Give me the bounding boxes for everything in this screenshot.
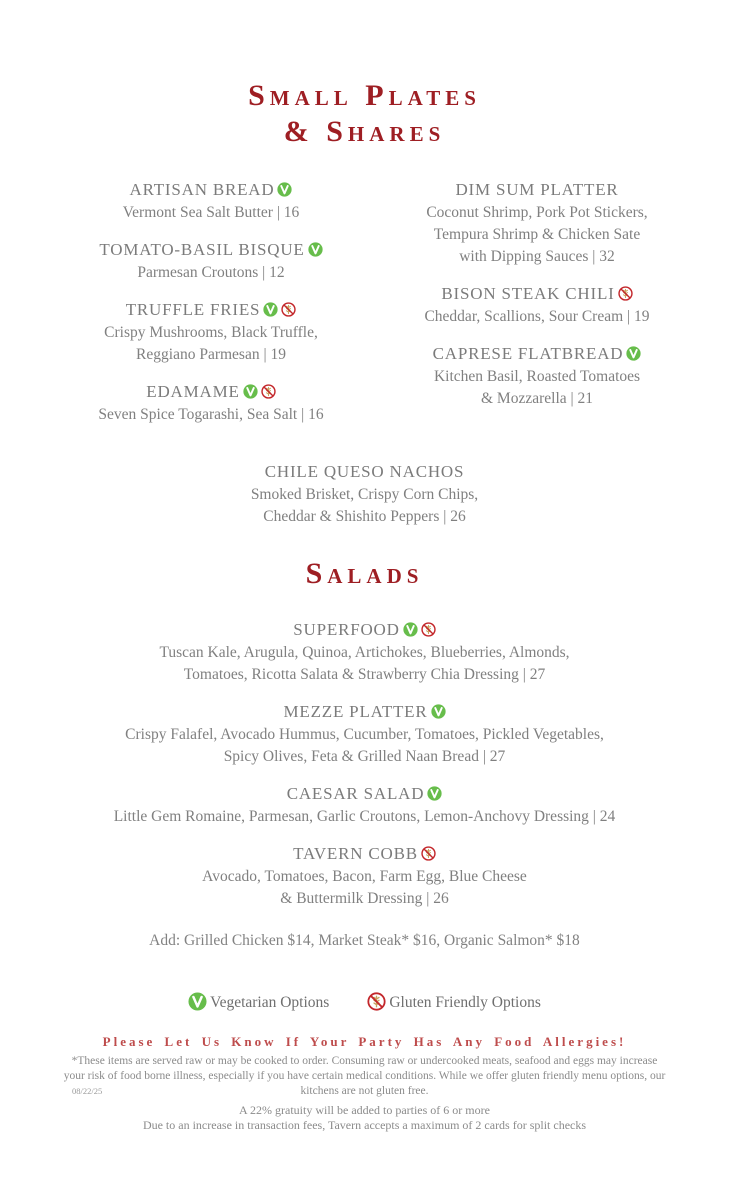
small-plates-columns	[0, 178, 729, 440]
legend-vegetarian-icon-slot	[188, 992, 210, 1012]
item-icons	[274, 178, 292, 202]
vegetarian-icon	[188, 992, 207, 1011]
item-name	[40, 298, 382, 322]
menu-item-truffle-fries	[40, 298, 382, 366]
vegetarian-icon	[277, 182, 292, 197]
small-plates-right-column	[382, 178, 692, 440]
item-description-line: Avocado, Tomatoes, Bacon, Farm Egg, Blue Cheese	[202, 868, 527, 885]
menu-item-dim-sum-platter	[382, 178, 692, 268]
item-description-line: Tempura Shrimp & Chicken Sate	[433, 226, 641, 243]
legend-item-gluten-friendly	[367, 992, 541, 1012]
vegetarian-icon	[263, 302, 278, 317]
item-name-text: BISON STEAK CHILI	[441, 284, 615, 303]
item-description-line: Kitchen Basil, Roasted Tomatoes	[433, 368, 641, 385]
item-icons	[424, 782, 442, 806]
gluten-friendly-icon	[281, 302, 296, 317]
item-description-line: & Mozzarella | 21	[481, 390, 593, 407]
item-name-text: TAVERN COBB	[293, 844, 418, 863]
item-name-text: DIM SUM PLATTER	[455, 180, 619, 199]
item-name	[0, 782, 729, 806]
vegetarian-icon	[626, 346, 641, 361]
gluten-friendly-icon	[421, 846, 436, 861]
item-name	[0, 700, 729, 724]
item-name-text: TOMATO-BASIL BISQUE	[99, 240, 305, 259]
item-name	[0, 618, 729, 642]
item-name	[40, 238, 382, 262]
item-icons	[305, 238, 323, 262]
item-description-line: & Buttermilk Dressing | 26	[280, 890, 449, 907]
disclaimer-text	[0, 1054, 729, 1099]
menu-item-caesar-salad	[0, 782, 729, 828]
small-plates-title-line2: & Shares	[283, 115, 446, 148]
menu-item-caprese-flatbread	[382, 342, 692, 410]
item-icons	[240, 380, 276, 404]
item-name	[382, 342, 692, 366]
gluten-friendly-icon	[367, 992, 386, 1011]
gluten-friendly-icon	[618, 286, 633, 301]
legend-label: Vegetarian Options	[210, 994, 330, 1011]
gluten-friendly-icon	[261, 384, 276, 399]
gratuity-note: A 22% gratuity will be added to parties of 6 or more	[239, 1103, 490, 1117]
legend-label: Gluten Friendly Options	[389, 994, 541, 1011]
vegetarian-icon	[427, 786, 442, 801]
vegetarian-icon	[243, 384, 258, 399]
small-plates-left-column	[40, 178, 382, 440]
item-description-line: Tomatoes, Ricotta Salata & Strawberry Chia Dressing | 27	[183, 666, 546, 683]
item-description-line: Spicy Olives, Feta & Grilled Naan Bread | 27	[223, 748, 506, 765]
menu-item-superfood	[0, 618, 729, 686]
allergy-notice: Please Let Us Know If Your Party Has Any Food Allergies!	[102, 1034, 627, 1049]
item-name	[0, 460, 729, 484]
legend-item-vegetarian	[188, 992, 329, 1012]
legend-gluten-icon-slot	[367, 992, 389, 1012]
item-icons	[260, 298, 296, 322]
small-plates-title	[0, 0, 729, 150]
item-description-line: Crispy Falafel, Avocado Hummus, Cucumber, Tomatoes, Pickled Vegetables,	[125, 726, 604, 743]
menu-item-tavern-cobb	[0, 842, 729, 910]
item-name-text: EDAMAME	[146, 382, 240, 401]
item-icons	[623, 342, 641, 366]
disclaimer-line: *These items are served raw or may be cooked to order. Consuming raw or undercooked meats, seafood and eggs may increase	[71, 1055, 658, 1067]
disclaimer-line: your risk of food borne illness, especially if you have certain medical conditions. While we offer gluten friendly menu options, our	[63, 1070, 666, 1082]
vegetarian-icon	[308, 242, 323, 257]
disclaimer-line: kitchens are not gluten free.	[300, 1085, 429, 1097]
salads-title: Salads	[305, 557, 424, 590]
item-name	[40, 178, 382, 202]
item-icons	[418, 842, 436, 866]
menu-item-artisan-bread	[40, 178, 382, 224]
policy-notes	[0, 1103, 729, 1133]
item-description-line: Vermont Sea Salt Butter | 16	[122, 204, 300, 221]
menu-item-chile-queso-nachos	[0, 460, 729, 528]
item-name	[40, 380, 382, 404]
menu-item-edamame	[40, 380, 382, 426]
addons-note: Add: Grilled Chicken $14, Market Steak* $16, Organic Salmon* $18	[149, 932, 580, 949]
item-description-line: Coconut Shrimp, Pork Pot Stickers,	[426, 204, 648, 221]
item-icons	[615, 282, 633, 306]
item-description-line: Little Gem Romaine, Parmesan, Garlic Croutons, Lemon-Anchovy Dressing | 24	[113, 808, 616, 825]
salads-list	[0, 618, 729, 910]
item-description-line: Seven Spice Togarashi, Sea Salt | 16	[98, 406, 324, 423]
item-icons	[400, 618, 436, 642]
item-description-line: Cheddar, Scallions, Sour Cream | 19	[424, 308, 650, 325]
item-description-line: Parmesan Croutons | 12	[137, 264, 285, 281]
item-name-text: CAPRESE FLATBREAD	[432, 344, 624, 363]
item-description-line: Cheddar & Shishito Peppers | 26	[263, 508, 466, 525]
menu-item-tomato-basil-bisque	[40, 238, 382, 284]
item-name-text: CAESAR SALAD	[286, 784, 425, 803]
item-name-text: CHILE QUESO NACHOS	[264, 462, 465, 481]
item-description-line: Tuscan Kale, Arugula, Quinoa, Artichokes, Blueberries, Almonds,	[159, 644, 570, 661]
item-name-text: TRUFFLE FRIES	[125, 300, 261, 319]
menu-item-mezze-platter	[0, 700, 729, 768]
item-description-line: Reggiano Parmesan | 19	[136, 346, 286, 363]
split-check-note: Due to an increase in transaction fees, Tavern accepts a maximum of 2 cards for split checks	[142, 1118, 587, 1132]
vegetarian-icon	[403, 622, 418, 637]
item-name-text: MEZZE PLATTER	[283, 702, 428, 721]
item-description-line: with Dipping Sauces | 32	[459, 248, 615, 265]
item-description-line: Crispy Mushrooms, Black Truffle,	[104, 324, 318, 341]
item-name-text: ARTISAN BREAD	[129, 180, 275, 199]
menu-date: 08/22/25	[72, 1086, 103, 1096]
menu-item-bison-steak-chili	[382, 282, 692, 328]
small-plates-title-line1: Small Plates	[248, 79, 481, 112]
item-name-text: SUPERFOOD	[293, 620, 400, 639]
gluten-friendly-icon	[421, 622, 436, 637]
item-name	[382, 282, 692, 306]
dietary-legend	[0, 992, 729, 1012]
item-description-line: Smoked Brisket, Crispy Corn Chips,	[250, 486, 479, 503]
item-icons	[428, 700, 446, 724]
item-name	[0, 842, 729, 866]
item-name	[382, 178, 692, 202]
vegetarian-icon	[431, 704, 446, 719]
